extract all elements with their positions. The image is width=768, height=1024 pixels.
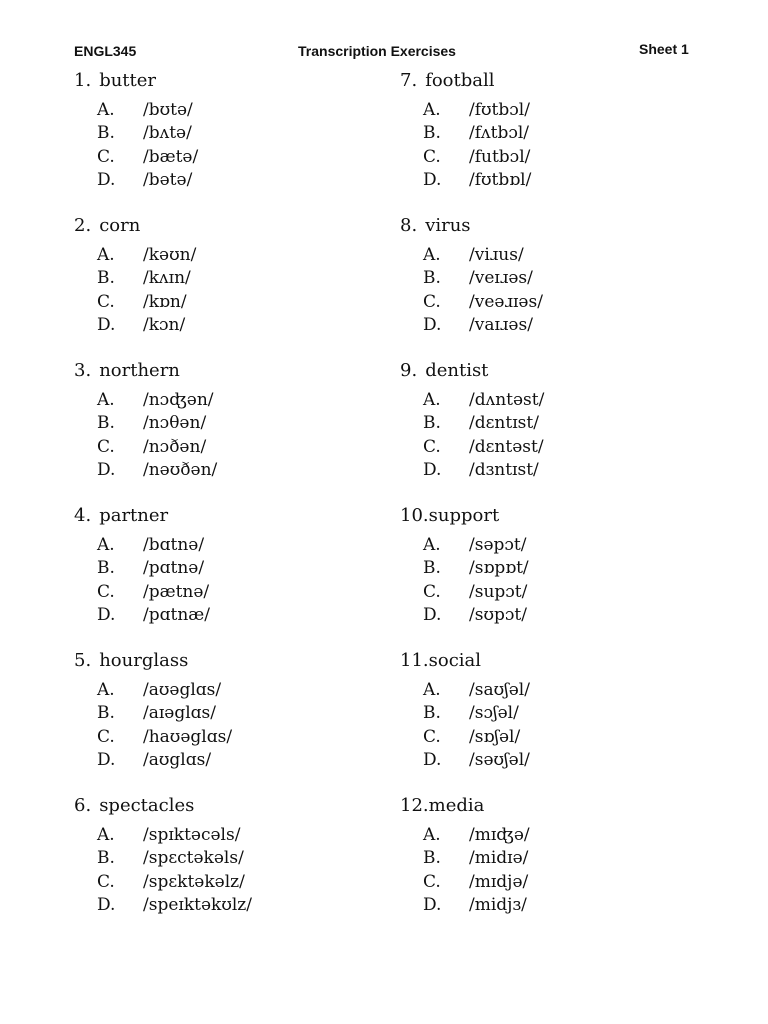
option-transcription: /aɪəglɑs/ <box>143 703 217 724</box>
answer-option <box>97 99 404 122</box>
option-transcription: /bætə/ <box>143 146 199 167</box>
question-word: media <box>428 795 485 816</box>
option-transcription: /fʊtbɔl/ <box>469 100 530 120</box>
option-transcription: /spɪktəcəls/ <box>143 825 241 845</box>
option-letter: A. <box>423 680 441 700</box>
answer-option <box>423 169 730 192</box>
question-number: 10. <box>400 505 429 526</box>
option-transcription: /spɛctəkəls/ <box>143 848 244 869</box>
question-word: spectacles <box>99 795 195 816</box>
option-transcription: /sɒʃəl/ <box>469 726 521 747</box>
question-2 <box>74 214 404 359</box>
course-code: ENGL345 <box>74 43 137 59</box>
question-word: corn <box>99 215 141 236</box>
option-letter: B. <box>97 703 115 724</box>
option-letter: D. <box>97 604 116 625</box>
option-transcription: /sɒpɒt/ <box>469 558 529 579</box>
option-transcription: /sʊpɔt/ <box>469 604 527 625</box>
question-word: social <box>428 650 482 671</box>
answer-option <box>423 99 730 122</box>
answer-option <box>423 871 730 894</box>
question-word: partner <box>99 505 169 526</box>
option-letter: A. <box>97 680 115 700</box>
option-letter: D. <box>423 749 442 770</box>
option-letter: A. <box>423 535 441 555</box>
answer-option <box>423 824 730 847</box>
option-transcription: /fʌtbɔl/ <box>469 123 530 144</box>
option-letter: B. <box>97 123 115 144</box>
question-4 <box>74 504 404 649</box>
answer-option <box>97 459 404 482</box>
answer-option <box>97 314 404 337</box>
answer-option <box>97 581 404 604</box>
option-transcription: /bʌtə/ <box>143 123 192 144</box>
option-transcription: /veɪɹəs/ <box>469 268 533 289</box>
option-transcription: /bətə/ <box>143 169 193 190</box>
question-number: 11. <box>400 650 429 671</box>
question-number: 8. <box>400 215 418 236</box>
answer-option <box>423 534 730 557</box>
option-letter: A. <box>97 390 115 410</box>
question-word: football <box>425 70 495 91</box>
options-list <box>423 679 730 772</box>
option-transcription: /dɜntɪst/ <box>469 459 539 480</box>
answer-option <box>423 244 730 267</box>
answer-option <box>423 122 730 145</box>
option-letter: D. <box>97 314 116 335</box>
left-column <box>74 69 404 939</box>
option-transcription: /midɪə/ <box>469 848 529 869</box>
question-word: hourglass <box>99 650 189 671</box>
question-11 <box>400 649 730 794</box>
option-letter: A. <box>97 100 115 120</box>
option-letter: B. <box>423 558 441 579</box>
option-transcription: /sɔʃəl/ <box>469 703 519 724</box>
question-word: butter <box>99 70 157 91</box>
question-6 <box>74 794 404 939</box>
question-8 <box>400 214 730 359</box>
answer-option <box>423 459 730 482</box>
answer-option <box>97 146 404 169</box>
options-list <box>97 534 404 627</box>
options-list <box>97 389 404 482</box>
option-letter: D. <box>97 169 116 190</box>
answer-option <box>423 604 730 627</box>
option-letter: B. <box>423 123 441 144</box>
options-list <box>423 534 730 627</box>
answer-option <box>423 581 730 604</box>
answer-option <box>423 314 730 337</box>
option-letter: B. <box>423 413 441 434</box>
answer-option <box>423 389 730 412</box>
answer-option <box>423 702 730 725</box>
sheet-label: Sheet 1 <box>639 41 689 57</box>
option-transcription: /bɑtnə/ <box>143 535 205 555</box>
question-5 <box>74 649 404 794</box>
question-title <box>74 504 404 528</box>
option-letter: B. <box>97 848 115 869</box>
question-title <box>400 794 730 818</box>
option-transcription: /saʊʃəl/ <box>469 680 530 700</box>
option-letter: C. <box>423 871 441 892</box>
options-list <box>97 99 404 192</box>
option-letter: D. <box>423 169 442 190</box>
options-list <box>423 244 730 337</box>
answer-option <box>97 604 404 627</box>
option-letter: C. <box>97 146 115 167</box>
option-transcription: /speɪktəkʊlz/ <box>143 894 252 915</box>
option-transcription: /nɔθən/ <box>143 413 207 434</box>
page-header <box>0 43 768 63</box>
question-word: northern <box>99 360 180 381</box>
option-transcription: /dʌntəst/ <box>469 390 545 410</box>
option-letter: C. <box>423 726 441 747</box>
answer-option <box>97 847 404 870</box>
option-transcription: /kɒn/ <box>143 291 187 312</box>
answer-option <box>423 894 730 917</box>
question-word: dentist <box>425 360 489 381</box>
option-letter: C. <box>97 726 115 747</box>
answer-option <box>97 824 404 847</box>
option-letter: A. <box>97 535 115 555</box>
options-list <box>97 824 404 917</box>
option-transcription: /fʊtbɒl/ <box>469 169 532 190</box>
option-letter: C. <box>423 581 441 602</box>
option-transcription: /pætnə/ <box>143 581 210 602</box>
option-transcription: /mɪʤə/ <box>469 825 530 845</box>
question-number: 12. <box>400 795 429 816</box>
option-transcription: /pɑtnæ/ <box>143 604 210 625</box>
answer-option <box>97 267 404 290</box>
question-title <box>74 214 404 238</box>
option-transcription: /nɔʤən/ <box>143 390 214 410</box>
option-transcription: /haʊəglɑs/ <box>143 726 233 747</box>
answer-option <box>423 679 730 702</box>
question-number: 4. <box>74 505 92 526</box>
question-10 <box>400 504 730 649</box>
option-letter: A. <box>97 825 115 845</box>
option-letter: D. <box>423 314 442 335</box>
question-12 <box>400 794 730 939</box>
option-letter: A. <box>423 100 441 120</box>
option-letter: D. <box>97 894 116 915</box>
option-transcription: /spɛktəkəlz/ <box>143 871 245 892</box>
answer-option <box>423 146 730 169</box>
option-letter: B. <box>423 848 441 869</box>
option-letter: B. <box>423 703 441 724</box>
option-transcription: /midjɜ/ <box>469 894 527 915</box>
option-letter: A. <box>423 245 441 265</box>
option-transcription: /supɔt/ <box>469 581 528 602</box>
option-transcription: /kəʊn/ <box>143 245 197 265</box>
question-title <box>74 794 404 818</box>
option-letter: C. <box>423 291 441 312</box>
answer-option <box>423 436 730 459</box>
question-title <box>400 359 730 383</box>
option-letter: D. <box>423 604 442 625</box>
option-letter: B. <box>97 558 115 579</box>
answer-option <box>97 871 404 894</box>
option-letter: A. <box>423 825 441 845</box>
question-number: 7. <box>400 70 418 91</box>
option-letter: D. <box>97 459 116 480</box>
option-transcription: /səpɔt/ <box>469 535 527 555</box>
answer-option <box>97 894 404 917</box>
question-title <box>74 649 404 673</box>
page-title: Transcription Exercises <box>298 43 456 59</box>
answer-option <box>97 534 404 557</box>
question-title <box>74 69 404 93</box>
answer-option <box>97 291 404 314</box>
option-transcription: /pɑtnə/ <box>143 558 205 579</box>
answer-option <box>97 557 404 580</box>
option-letter: C. <box>97 871 115 892</box>
question-3 <box>74 359 404 504</box>
option-letter: C. <box>423 146 441 167</box>
answer-option <box>97 244 404 267</box>
answer-option <box>97 412 404 435</box>
option-letter: D. <box>97 749 116 770</box>
answer-option <box>97 726 404 749</box>
answer-option <box>423 267 730 290</box>
question-title <box>400 214 730 238</box>
option-letter: C. <box>423 436 441 457</box>
question-title <box>74 359 404 383</box>
option-transcription: /vaɪɹəs/ <box>469 314 533 335</box>
answer-option <box>423 749 730 772</box>
question-9 <box>400 359 730 504</box>
options-list <box>97 244 404 337</box>
option-letter: D. <box>423 459 442 480</box>
question-word: virus <box>425 215 471 236</box>
option-letter: B. <box>423 268 441 289</box>
right-column <box>400 69 730 939</box>
answer-option <box>97 389 404 412</box>
option-letter: D. <box>423 894 442 915</box>
option-transcription: /mɪdjə/ <box>469 871 529 892</box>
answer-option <box>97 436 404 459</box>
option-letter: C. <box>97 291 115 312</box>
option-letter: B. <box>97 268 115 289</box>
answer-option <box>97 122 404 145</box>
option-letter: C. <box>97 581 115 602</box>
option-transcription: /aʊglɑs/ <box>143 749 212 770</box>
options-list <box>97 679 404 772</box>
option-letter: B. <box>97 413 115 434</box>
option-transcription: /dɛntəst/ <box>469 436 544 457</box>
option-transcription: /veəɹɪəs/ <box>469 291 543 312</box>
question-number: 5. <box>74 650 92 671</box>
answer-option <box>97 702 404 725</box>
option-transcription: /futbɔl/ <box>469 146 531 167</box>
option-transcription: /aʊəglɑs/ <box>143 680 222 700</box>
option-transcription: /dɛntɪst/ <box>469 413 539 434</box>
answer-option <box>423 557 730 580</box>
option-transcription: /bʊtə/ <box>143 100 193 120</box>
question-number: 6. <box>74 795 92 816</box>
option-transcription: /nɔðən/ <box>143 436 207 457</box>
option-transcription: /nəʊðən/ <box>143 459 218 480</box>
question-title <box>400 504 730 528</box>
question-number: 9. <box>400 360 418 381</box>
option-letter: A. <box>97 245 115 265</box>
option-transcription: /kɔn/ <box>143 314 186 335</box>
question-number: 1. <box>74 70 92 91</box>
question-1 <box>74 69 404 214</box>
options-list <box>423 389 730 482</box>
answer-option <box>97 679 404 702</box>
question-7 <box>400 69 730 214</box>
question-word: support <box>428 505 500 526</box>
answer-option <box>423 412 730 435</box>
option-letter: A. <box>423 390 441 410</box>
options-list <box>423 99 730 192</box>
question-title <box>400 69 730 93</box>
answer-option <box>423 291 730 314</box>
option-transcription: /kʌɪn/ <box>143 268 191 289</box>
answer-option <box>423 847 730 870</box>
answer-option <box>97 169 404 192</box>
question-title <box>400 649 730 673</box>
option-transcription: /viɹus/ <box>469 245 524 265</box>
question-number: 3. <box>74 360 92 381</box>
question-number: 2. <box>74 215 92 236</box>
answer-option <box>423 726 730 749</box>
option-transcription: /səʊʃəl/ <box>469 749 530 770</box>
answer-option <box>97 749 404 772</box>
options-list <box>423 824 730 917</box>
option-letter: C. <box>97 436 115 457</box>
